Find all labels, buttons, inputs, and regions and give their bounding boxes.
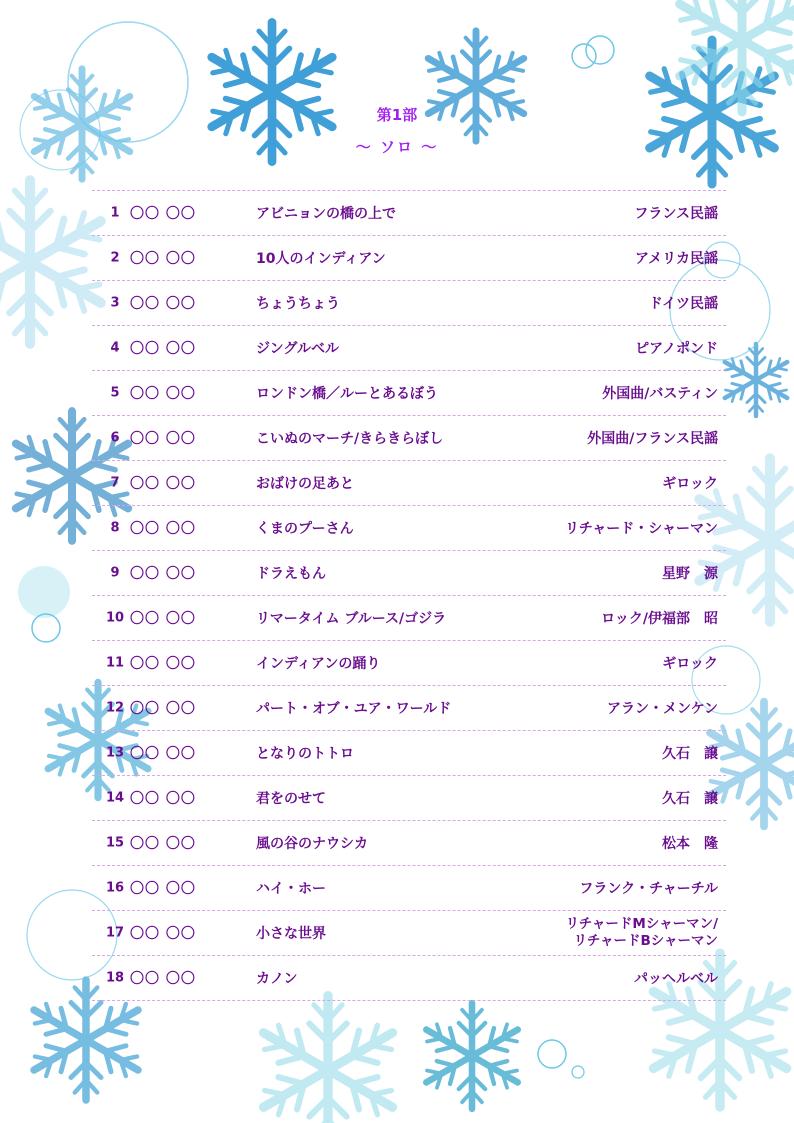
performer-name: 〇〇 〇〇 [130,476,196,492]
piece-title: ロンドン橋／ルーとあるぼう [256,386,438,402]
performer-name: 〇〇 〇〇 [130,386,196,402]
program-row [92,866,726,911]
program-list [92,190,726,1001]
program-row [92,641,726,686]
program-row [92,911,726,956]
performance-number: 4 [110,340,120,356]
performance-number: 16 [105,880,125,896]
program-row [92,461,726,506]
composer-name: アラン・メンケン [606,701,718,717]
piece-title: 10人のインディアン [256,251,386,267]
program-row [92,551,726,596]
composer-name: ギロック [662,476,718,492]
performance-number: 7 [110,475,120,491]
performance-number: 2 [110,250,120,266]
performer-name: 〇〇 〇〇 [130,521,196,537]
performance-number: 5 [110,385,120,401]
program-row [92,686,726,731]
composer-name: ドイツ民謡 [648,296,718,312]
composer-name: 久石 譲 [662,791,718,807]
composer-name: ピアノポンド [635,341,718,357]
piece-title: ドラえもん [256,566,326,582]
piece-title: ちょうちょう [256,296,340,312]
performance-number: 13 [105,745,125,761]
program-row [92,821,726,866]
program-row [92,776,726,821]
program-row [92,596,726,641]
program-row [92,731,726,776]
composer-line: リチャードBシャーマン [573,933,718,949]
composer-line: リチャードMシャーマン/ [565,916,718,932]
performance-number: 14 [105,790,125,806]
performer-name: 〇〇 〇〇 [130,881,196,897]
section-title: ～ ソロ ～ [355,138,439,156]
composer-name: ギロック [662,656,718,672]
performer-name: 〇〇 〇〇 [130,611,196,627]
performance-number: 6 [110,430,120,446]
program-row [92,326,726,371]
performer-name: 〇〇 〇〇 [130,926,196,942]
performance-number: 10 [105,610,125,626]
program-row [92,191,726,236]
performance-number: 3 [110,295,120,311]
performer-name: 〇〇 〇〇 [130,206,196,222]
performance-number: 9 [110,565,120,581]
composer-name: 外国曲/バスティン [602,386,718,402]
performer-name: 〇〇 〇〇 [130,836,196,852]
composer-name: パッヘルベル [634,971,718,987]
performance-number: 18 [105,970,125,986]
performance-number: 17 [105,925,125,941]
performer-name: 〇〇 〇〇 [130,431,196,447]
program-row [92,416,726,461]
part-title: 第1部 [376,106,418,124]
composer-name: 久石 譲 [662,746,718,762]
piece-title: おばけの足あと [256,476,354,492]
composer-name: 外国曲/フランス民謡 [587,431,718,447]
piece-title: ハイ・ホー [256,881,326,897]
composer-name [566,916,718,950]
performer-name: 〇〇 〇〇 [130,566,196,582]
composer-name: 星野 源 [662,566,718,582]
performer-name: 〇〇 〇〇 [130,341,196,357]
performer-name: 〇〇 〇〇 [130,296,196,312]
piece-title: くまのプーさん [256,521,354,537]
performer-name: 〇〇 〇〇 [130,656,196,672]
piece-title: 君をのせて [256,791,326,807]
piece-title: アビニョンの橋の上で [256,206,396,222]
piece-title: リマータイム ブルース/ゴジラ [256,611,447,627]
performance-number: 8 [110,520,120,536]
performance-number: 15 [105,835,125,851]
piece-title: パート・オブ・ユア・ワールド [256,701,452,717]
composer-name: フランク・チャーチル [579,881,718,897]
program-row [92,506,726,551]
performance-number: 1 [110,205,120,221]
performer-name: 〇〇 〇〇 [130,701,196,717]
piece-title: となりのトトロ [256,746,354,762]
composer-name: リチャード・シャーマン [564,521,718,537]
composer-name: ロック/伊福部 昭 [601,611,718,627]
piece-title: ジングルベル [256,341,339,357]
program-row [92,281,726,326]
composer-name: 松本 隆 [662,836,718,852]
performer-name: 〇〇 〇〇 [130,251,196,267]
piece-title: こいぬのマーチ/きらきらぼし [256,431,444,447]
program-row [92,956,726,1001]
performer-name: 〇〇 〇〇 [130,746,196,762]
composer-name: アメリカ民謡 [634,251,718,267]
performer-name: 〇〇 〇〇 [130,791,196,807]
performer-name: 〇〇 〇〇 [130,971,196,987]
performance-number: 11 [105,655,125,671]
piece-title: 風の谷のナウシカ [256,836,368,852]
piece-title: インディアンの踊り [256,656,381,672]
program-row [92,236,726,281]
composer-name: フランス民謡 [634,206,718,222]
program-row [92,371,726,416]
performance-number: 12 [105,700,125,716]
piece-title: 小さな世界 [256,926,326,942]
piece-title: カノン [256,971,298,987]
